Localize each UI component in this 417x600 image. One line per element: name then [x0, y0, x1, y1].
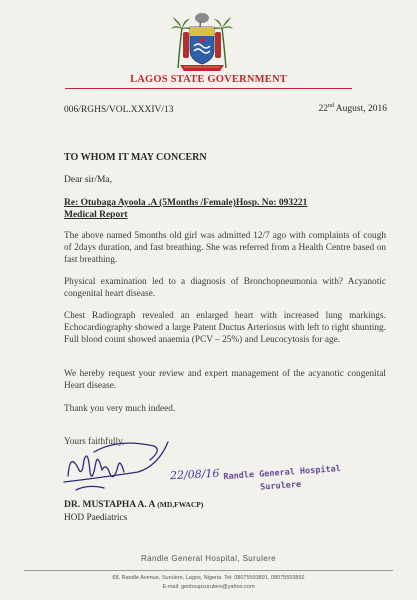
salutation-title: TO WHOM IT MAY CONCERN [64, 152, 207, 163]
reference-number: 006/RGHS/VOL.XXXIV/13 [64, 105, 174, 115]
paragraph-admission: The above named 5months old girl was admitted 12/7 ago with complaints of cough of 2days duration, and fast breathing. She was referred from a Health Centre based on fast breathing. [64, 231, 386, 265]
footer-hospital-name: Randle General Hospital, Surulere [140, 554, 277, 563]
paragraph-investigations: Chest Radiograph revealed an enlarged heart with increased lung markings. Echocardiography showed a large Patent Ductus Arteriosus with left to right shunting. Full blood count showed anaemia (PCV – 25%) and Leucocytosis for age. [64, 311, 386, 345]
stamp-line-2: Surulere [259, 479, 302, 493]
lagos-state-crest-icon [170, 10, 234, 72]
letterhead-divider [65, 88, 352, 89]
footer-divider [24, 570, 393, 571]
subject-line-2: Medical Report [64, 210, 128, 220]
handwritten-signature [58, 432, 178, 500]
hospital-stamp [223, 464, 345, 502]
handwritten-date: 22/08/16 [169, 466, 220, 483]
government-name: LAGOS STATE GOVERNMENT [130, 74, 287, 85]
signatory-qualifications: (MD,FWACP) [155, 500, 204, 509]
date-day: 22 [318, 104, 328, 115]
signatory-name-text: DR. MUSTAPHA A. A [64, 500, 156, 510]
letter-date [318, 103, 387, 114]
footer-email: E-mail: genhospsurulere@yahoo.com [162, 584, 255, 590]
subject-heading [64, 197, 394, 221]
paragraph-request: We hereby request your review and expert management of the acyanotic congenital Heart disease. [64, 369, 386, 391]
stamp-line-1: Randle General Hospital [223, 464, 342, 483]
paragraph-examination: Physical examination led to a diagnosis of Bronchopneumonia with? Acyanotic congenital heart disease. [64, 277, 386, 299]
paragraph-thanks: Thank you very much indeed. [64, 404, 176, 414]
date-suffix: nd [327, 103, 334, 109]
greeting: Dear sir/Ma, [64, 175, 113, 185]
signatory-name [64, 500, 203, 510]
closing: Yours faithfully, [64, 437, 125, 447]
date-rest: August, 2016 [333, 104, 387, 115]
subject-line-1: Re: Otubaga Ayoola .A (5Months /Female)Hosp. No: 093221 [64, 198, 308, 208]
footer-address: 68, Randle Avenue, Surulere, Lagos, Nigeria. Tel: 08075593891, 08075593892 [112, 575, 305, 581]
signatory-title: HOD Paediatrics [64, 513, 128, 523]
